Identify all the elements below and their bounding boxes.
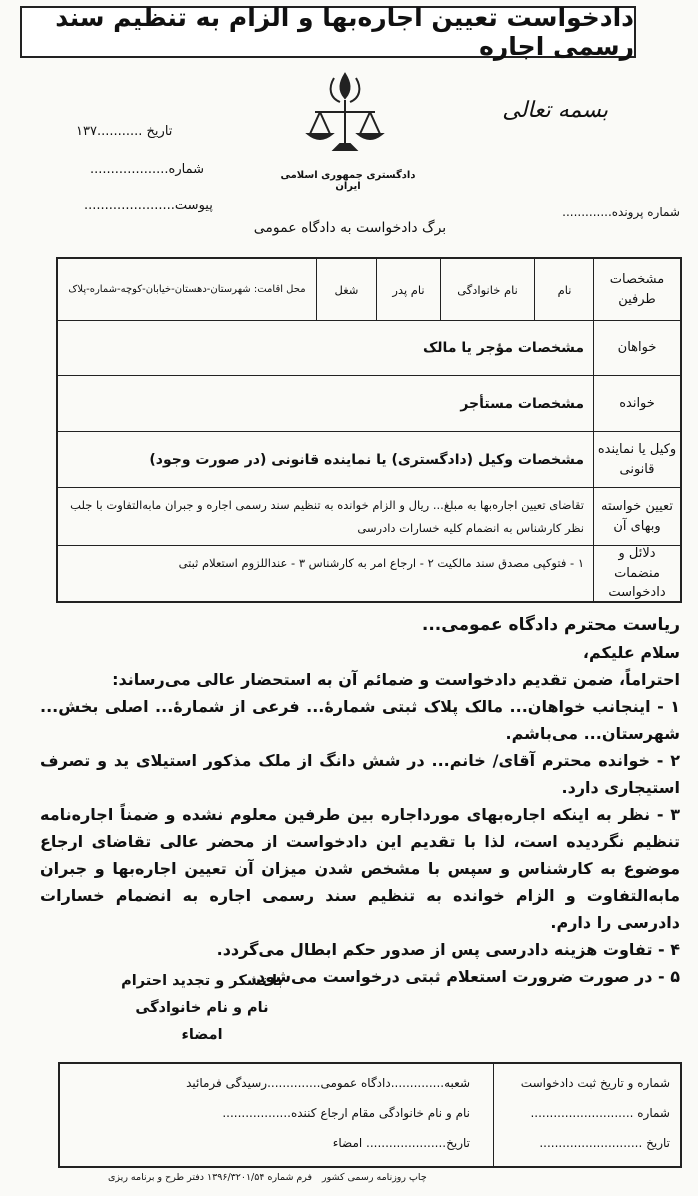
col-father-name: نام پدر <box>376 259 440 320</box>
referral-line[interactable]: شعبه..............دادگاه عمومی..............رسیدگی فرمائید <box>186 1076 470 1090</box>
iran-emblem-icon <box>300 68 390 158</box>
defendant-details[interactable]: مشخصات مستأجر <box>460 395 584 412</box>
date-field[interactable]: تاریخ ...........۱۳۷ <box>76 124 173 139</box>
table-row <box>58 321 680 376</box>
form-number-footer: فرم شماره ۱۳۹۶/۳۲۰۱/۵۴ دفتر طرح و برنامه ریزی <box>108 1172 313 1183</box>
greeting: سلام علیکم، <box>582 643 680 662</box>
number-field[interactable]: شماره................... <box>90 162 204 177</box>
attachment-field[interactable]: پیوست...................... <box>84 198 213 213</box>
claim-details[interactable]: تقاضای تعیین اجاره‌بها به مبلغ... ریال و الزام خوانده به تنظیم سند رسمی اجاره و جبران مابه‌التفاوت با جلب نظر کارشناس به انضمام کلیه خسارات دادرسی <box>70 497 584 535</box>
plaintiff-details[interactable]: مشخصات مؤجر یا مالک <box>422 340 584 356</box>
body-paragraph: ۵ - در صورت ضرورت استعلام ثبتی درخواست می‌شود. <box>250 967 680 986</box>
col-occupation: شغل <box>316 259 376 320</box>
referral-date-signature-line[interactable]: تاریخ..................... امضاء <box>332 1136 470 1150</box>
evidence-details[interactable]: ۱ - فتوکپی مصدق سند مالکیت ۲ - ارجاع امر به کارشناس ۳ - عنداللزوم استعلام ثبتی <box>178 556 584 570</box>
body-paragraph: ۴ - تفاوت هزینه دادرسی پس از صدور حکم ابطال می‌گردد. <box>216 940 680 959</box>
body-paragraph: ۳ - نظر به اینکه اجاره‌بهای مورداجاره بین طرفین معلوم نشده و ضمناً اجاره‌نامه تنظیم نگردیده است، لذا با تقدیم این دادخواست از محضر عالی تقاضای ارجاع موضوع به کارشناس و سپس با مشخص شدن میزان آن تعیین اجاره‌بها و جبران مابه‌التفاوت و الزام خوانده به تنظیم سند رسمی اجاره به انضمام خسارات دادرسی را دارم. <box>40 805 680 932</box>
col-address: محل اقامت: شهرستان-دهستان-خیابان-کوچه-شماره-پلاک <box>68 284 306 295</box>
col-last-name: نام خانوادگی <box>440 259 534 320</box>
table-row <box>58 546 680 601</box>
registration-box <box>58 1062 682 1168</box>
petition-body <box>40 612 680 990</box>
printer-footer: چاپ روزنامه رسمی کشور <box>322 1172 427 1183</box>
closing-regards: با تشکر و تجدید احترام <box>121 973 283 989</box>
closing-name: نام و نام خانوادگی <box>135 1000 269 1016</box>
table-header-row <box>58 259 680 321</box>
judiciary-label: دادگستری جمهوری اسلامی ایران <box>280 170 416 192</box>
closing-signature: امضاء <box>181 1027 223 1043</box>
file-number-field[interactable]: شماره پرونده............. <box>562 205 680 219</box>
table-row <box>58 376 680 432</box>
plaintiff-label: خواهان <box>593 321 680 375</box>
claim-label: تعیین خواسته وبهای آن <box>593 488 680 545</box>
col-first-name: نام <box>534 259 594 320</box>
registration-number-field[interactable]: شماره ........................... <box>530 1106 670 1120</box>
table-row <box>58 432 680 488</box>
defendant-label: خوانده <box>593 376 680 431</box>
salutation: ریاست محترم دادگاه عمومی... <box>421 615 680 635</box>
form-title: دادخواست تعیین اجاره‌بها و الزام به تنظیم سند رسمی اجاره <box>20 6 636 58</box>
registration-date-field[interactable]: تاریخ ........................... <box>539 1136 670 1150</box>
body-paragraph: ۲ - خوانده محترم آقای/ خانم... در شش دانگ از ملک مذکور استیلای ید و تصرف استیجاری دارد. <box>40 751 680 797</box>
parties-header-label: مشخصات طرفین <box>593 259 680 320</box>
closing-block <box>72 968 332 1049</box>
registration-title: شماره و تاریخ ثبت دادخواست <box>520 1076 670 1090</box>
court-line: برگ دادخواست به دادگاه عمومی <box>253 220 447 236</box>
registration-right-cell <box>493 1064 680 1166</box>
evidence-label: دلائل و منضمات دادخواست <box>593 546 680 601</box>
parties-table <box>56 257 682 603</box>
attorney-label: وکیل یا نماینده قانونی <box>593 432 680 487</box>
body-paragraph: احتراماً، ضمن تقدیم دادخواست و ضمائم آن به استحضار عالی می‌رساند: <box>112 670 680 689</box>
bismillah-heading: بسمه تعالی <box>502 98 608 123</box>
table-row <box>58 488 680 546</box>
referrer-name-line[interactable]: نام و نام خانوادگی مقام ارجاع کننده.................. <box>222 1106 470 1120</box>
attorney-details[interactable]: مشخصات وکیل (دادگستری) یا نماینده قانونی (در صورت وجود) <box>149 451 584 468</box>
body-paragraph: ۱ - اینجانب خواهان... مالک پلاک ثبتی شمارهٔ... فرعی از شمارهٔ... اصلی بخش... شهرستان... می‌باشم. <box>40 697 680 743</box>
